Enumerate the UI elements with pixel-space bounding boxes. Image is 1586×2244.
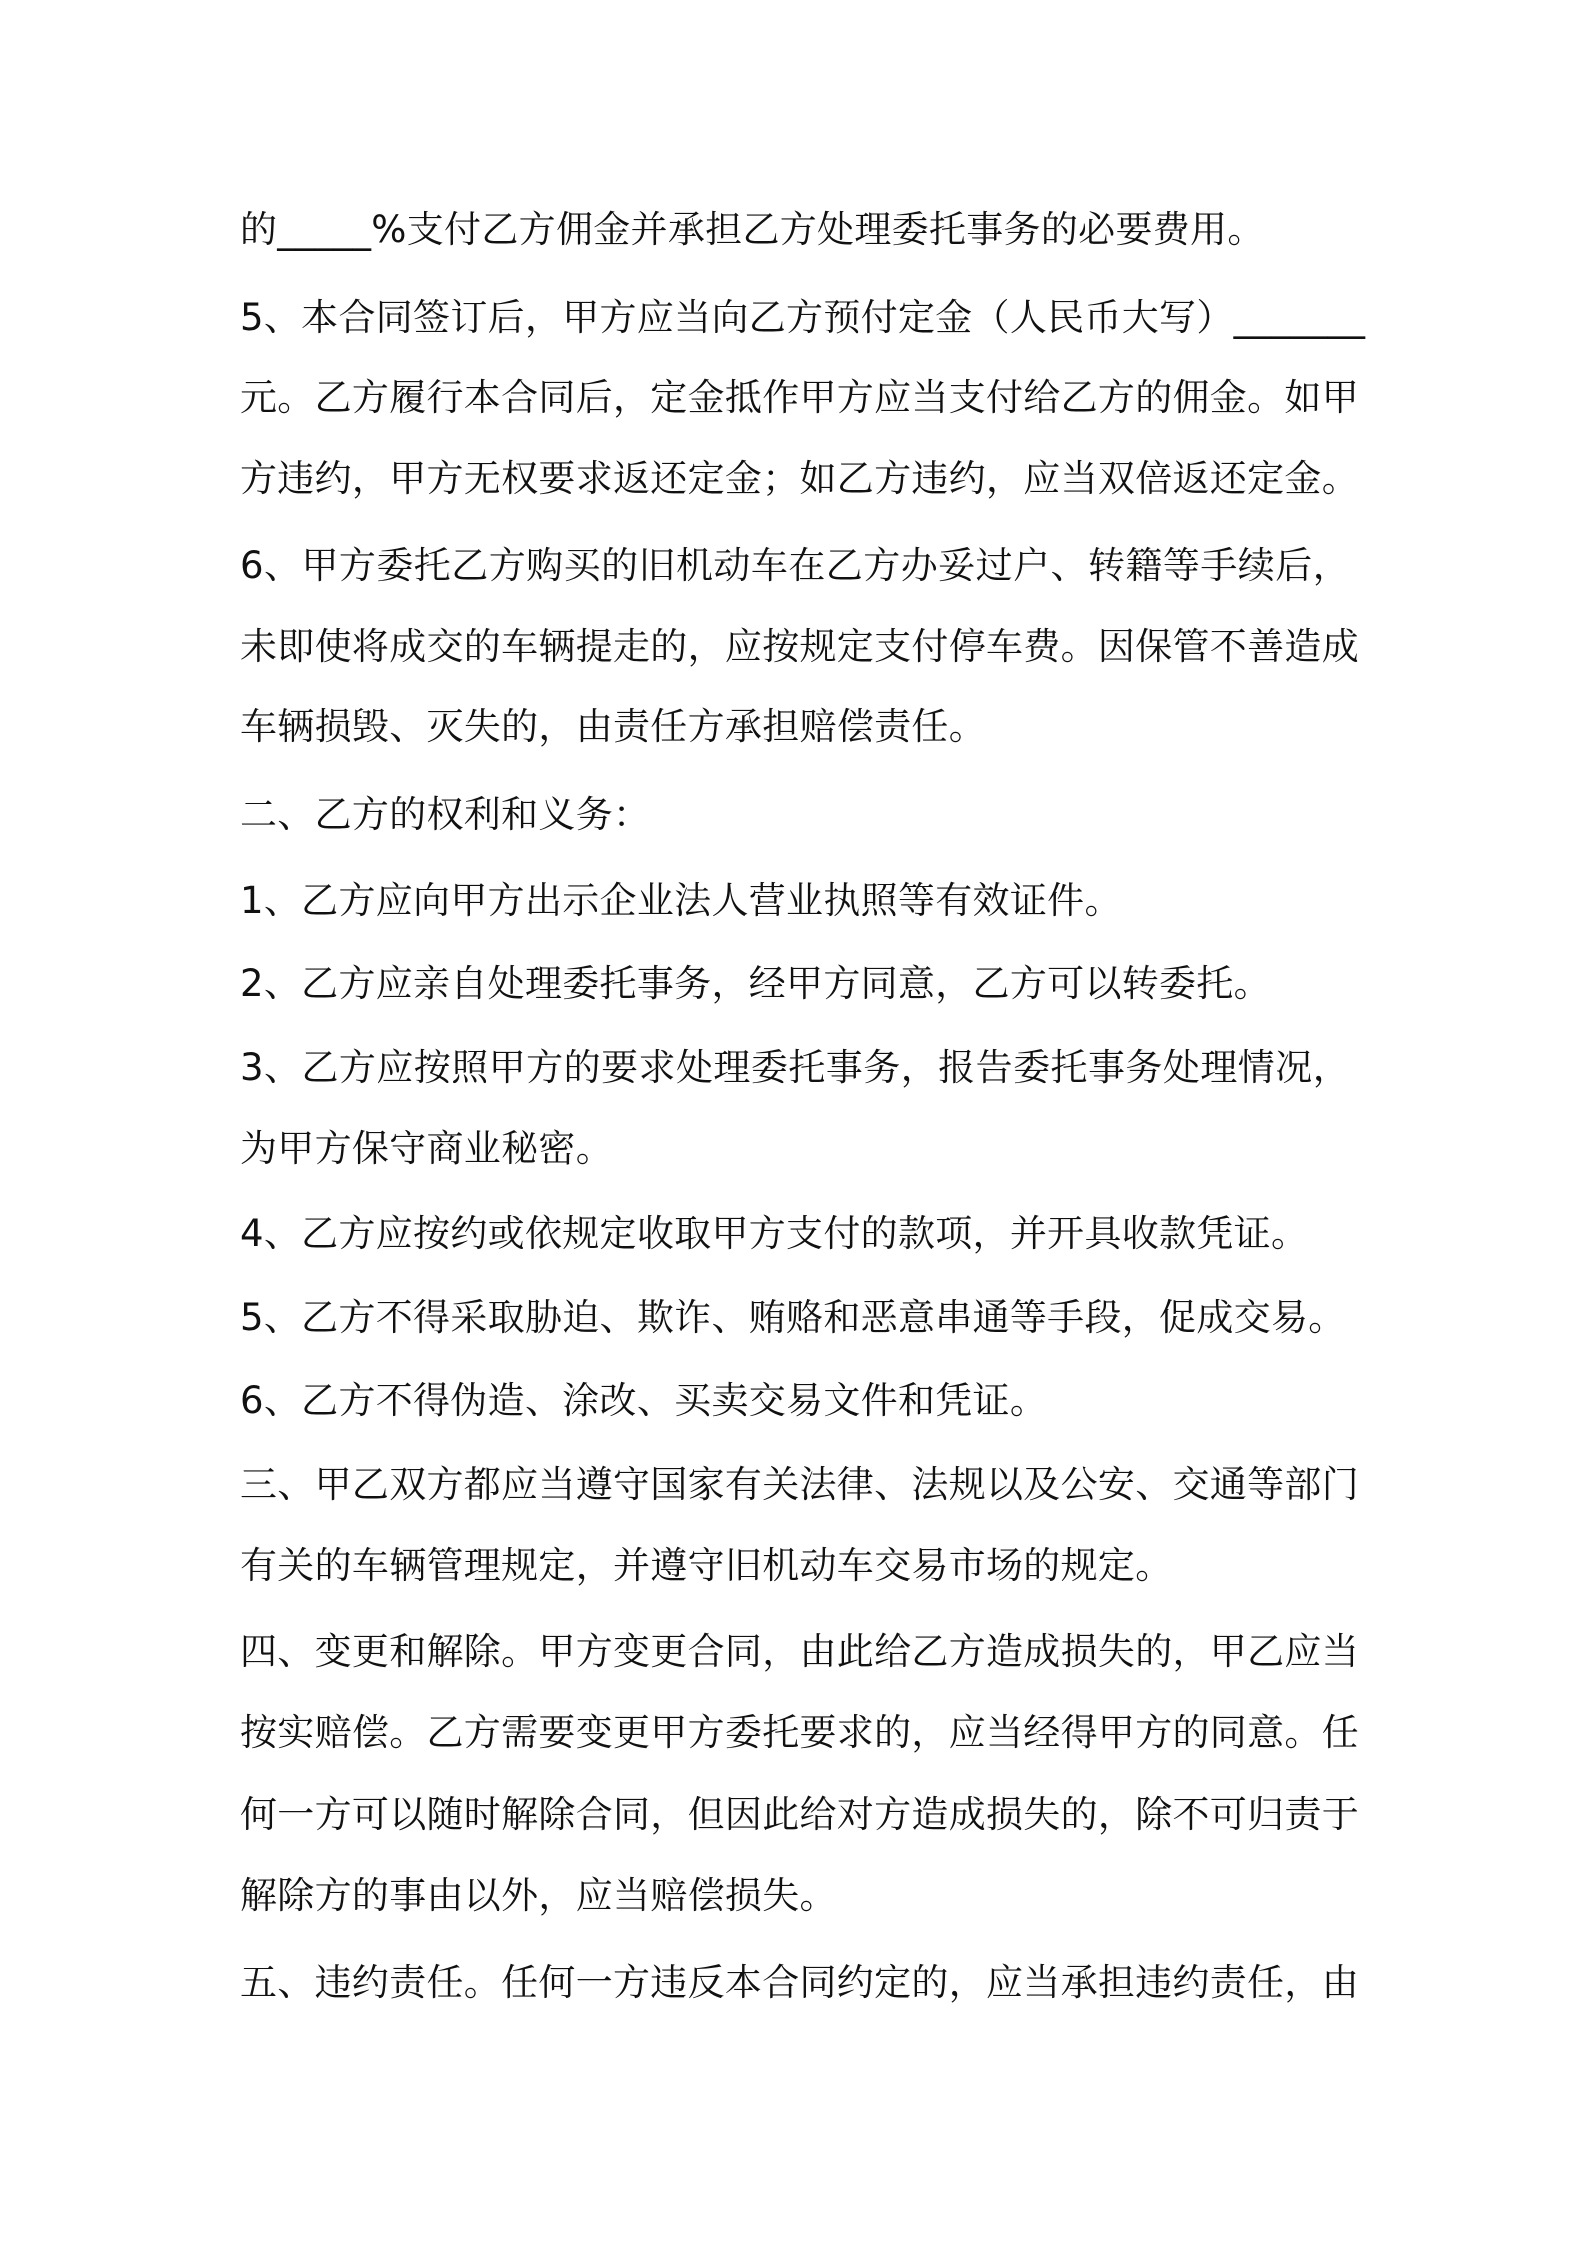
text-line: 按实赔偿。乙方需要变更甲方委托要求的，应当经得甲方的同意。任 <box>240 1711 1359 1754</box>
text-line: 何一方可以随时解除合同，但因此给对方造成损失的，除不可归责于 <box>240 1793 1359 1836</box>
text-line: 2、乙方应亲自处理委托事务，经甲方同意，乙方可以转委托。 <box>240 962 1271 1005</box>
section-heading: 四、变更和解除。甲方变更合同，由此给乙方造成损失的，甲乙应当 <box>240 1630 1359 1673</box>
text-line: 解除方的事由以外，应当赔偿损失。 <box>240 1874 837 1917</box>
text-line: 方违约，甲方无权要求返还定金；如乙方违约，应当双倍返还定金。 <box>240 457 1359 500</box>
section-heading: 五、违约责任。任何一方违反本合同约定的，应当承担违约责任，由 <box>240 1961 1359 2004</box>
section-heading: 二、乙方的权利和义务： <box>240 793 651 836</box>
text-line: 有关的车辆管理规定，并遵守旧机动车交易市场的规定。 <box>240 1544 1173 1587</box>
text-line: 6、乙方不得伪造、涂改、买卖交易文件和凭证。 <box>240 1379 1048 1422</box>
text-line: 4、乙方应按约或依规定收取甲方支付的款项，并开具收款凭证。 <box>240 1212 1309 1255</box>
text-line: 5、乙方不得采取胁迫、欺诈、贿赂和恶意串通等手段，促成交易。 <box>240 1296 1346 1339</box>
section-heading: 三、甲乙双方都应当遵守国家有关法律、法规以及公安、交通等部门 <box>240 1463 1359 1506</box>
text-line: 车辆损毁、灭失的，由责任方承担赔偿责任。 <box>240 705 986 748</box>
text-line: 未即使将成交的车辆提走的，应按规定支付停车费。因保管不善造成 <box>240 625 1359 668</box>
text-line: 6、甲方委托乙方购买的旧机动车在乙方办妥过户、转籍等手续后， <box>240 544 1350 587</box>
text-line: 的_____%支付乙方佣金并承担乙方处理委托事务的必要费用。 <box>240 208 1265 251</box>
text-line: 5、本合同签订后，甲方应当向乙方预付定金（人民币大写）_______ <box>240 296 1366 339</box>
text-line: 1、乙方应向甲方出示企业法人营业执照等有效证件。 <box>240 879 1122 922</box>
text-line: 3、乙方应按照甲方的要求处理委托事务，报告委托事务处理情况， <box>240 1046 1350 1089</box>
text-line: 元。乙方履行本合同后，定金抵作甲方应当支付给乙方的佣金。如甲 <box>240 376 1359 419</box>
text-line: 为甲方保守商业秘密。 <box>240 1127 613 1170</box>
